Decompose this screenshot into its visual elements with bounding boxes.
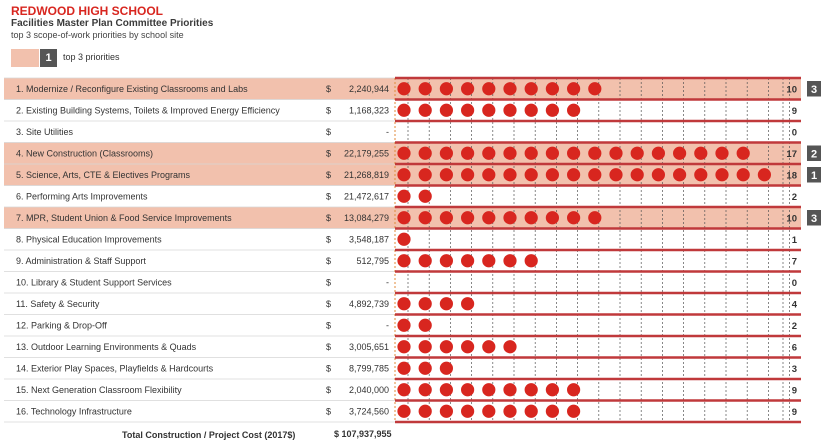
vote-dot [673, 147, 686, 160]
rank-badge-label: 3 [810, 83, 818, 96]
vote-dot [482, 254, 495, 267]
vote-count: 1 [791, 234, 797, 246]
row-label: 8. Physical Education Improvements [16, 234, 162, 245]
row-cost: 3,724,560 [348, 406, 389, 417]
row-label: 13. Outdoor Learning Environments & Quads [16, 341, 197, 352]
vote-dot [673, 168, 686, 181]
row-label: 5. Science, Arts, CTE & Electives Programs [16, 169, 191, 180]
vote-dot [461, 82, 474, 95]
row-currency: $ [326, 191, 332, 202]
legend-label: top 3 priorities [63, 52, 120, 62]
vote-dot [588, 168, 601, 181]
vote-dot [397, 104, 410, 117]
row-currency: $ [326, 83, 332, 94]
vote-dot [419, 104, 432, 117]
vote-dot [503, 82, 516, 95]
vote-dot [482, 211, 495, 224]
vote-dot [503, 383, 516, 396]
vote-dot [609, 147, 622, 160]
vote-dot [440, 405, 453, 418]
vote-dot [419, 168, 432, 181]
vote-dot [546, 168, 559, 181]
vote-dot [503, 254, 516, 267]
vote-dot [546, 82, 559, 95]
vote-dot [588, 147, 601, 160]
vote-dot [525, 147, 538, 160]
vote-dot [397, 168, 410, 181]
row-cost: 8,799,785 [348, 363, 389, 374]
vote-dot [525, 211, 538, 224]
vote-dot [567, 383, 580, 396]
vote-dot [567, 147, 580, 160]
vote-dot [525, 383, 538, 396]
vote-dot [567, 211, 580, 224]
row-cost: - [386, 320, 389, 331]
vote-count: 9 [791, 105, 797, 117]
vote-count: 18 [786, 170, 797, 182]
vote-dot [397, 147, 410, 160]
vote-dot [503, 340, 516, 353]
vote-dot [397, 82, 410, 95]
vote-dot [397, 362, 410, 375]
vote-dot [440, 147, 453, 160]
row-currency: $ [326, 406, 332, 417]
vote-dot [567, 405, 580, 418]
total-value: $ 107,937,955 [334, 429, 392, 439]
vote-dot [440, 104, 453, 117]
chart-subtitle: Facilities Master Plan Committee Priorities [11, 18, 214, 29]
vote-dot [715, 147, 728, 160]
row-currency: $ [326, 105, 332, 116]
vote-count: 9 [791, 385, 797, 397]
row-label: 16. Technology Infrastructure [16, 406, 132, 417]
vote-dot [397, 190, 410, 203]
rank-badge-label: 1 [810, 169, 818, 182]
row-cost: 21,268,819 [343, 169, 389, 180]
vote-dot [440, 82, 453, 95]
vote-dot [631, 147, 644, 160]
vote-dot [419, 82, 432, 95]
vote-dot [546, 405, 559, 418]
vote-count: 6 [791, 342, 797, 354]
vote-count: 7 [791, 256, 797, 268]
row-label: 15. Next Generation Classroom Flexibility [16, 384, 182, 395]
row-currency: $ [326, 255, 332, 266]
vote-dot [567, 168, 580, 181]
vote-dot [440, 340, 453, 353]
row-cost: 3,548,187 [348, 234, 389, 245]
vote-dot [461, 383, 474, 396]
row-label: 1. Modernize / Reconfigure Existing Classrooms and Labs [16, 83, 248, 94]
vote-dot [588, 211, 601, 224]
vote-dot [567, 104, 580, 117]
vote-dot [419, 254, 432, 267]
vote-dot [397, 254, 410, 267]
vote-dot [503, 405, 516, 418]
rank-badge-label: 2 [810, 148, 818, 161]
row-label: 14. Exterior Play Spaces, Playfields & Hardcourts [16, 363, 214, 374]
vote-dot [419, 383, 432, 396]
row-currency: $ [326, 384, 332, 395]
vote-dot [419, 340, 432, 353]
vote-dot [397, 297, 410, 310]
vote-dot [503, 211, 516, 224]
vote-count: 0 [791, 127, 797, 139]
vote-count: 10 [786, 213, 797, 225]
vote-dot [567, 82, 580, 95]
row-currency: $ [326, 169, 332, 180]
vote-dot [397, 405, 410, 418]
row-currency: $ [326, 234, 332, 245]
row-cost: - [386, 126, 389, 137]
row-label: 4. New Construction (Classrooms) [16, 148, 154, 159]
vote-dot [546, 211, 559, 224]
vote-dot [694, 168, 707, 181]
vote-dot [482, 147, 495, 160]
row-cost: 4,892,739 [348, 298, 389, 309]
vote-dot [397, 383, 410, 396]
vote-dot [397, 233, 410, 246]
legend-badge: 1 [40, 49, 57, 67]
vote-dot [503, 147, 516, 160]
vote-dot [440, 362, 453, 375]
row-currency: $ [326, 277, 332, 288]
row-cost: - [386, 277, 389, 288]
vote-dot [419, 319, 432, 332]
vote-dot [461, 297, 474, 310]
vote-dot [525, 405, 538, 418]
vote-dot [440, 383, 453, 396]
vote-dot [419, 211, 432, 224]
chart-description: top 3 scope-of-work priorities by school site [11, 30, 184, 40]
vote-dot [461, 168, 474, 181]
row-currency: $ [326, 126, 332, 137]
vote-dot [482, 104, 495, 117]
vote-dot [715, 168, 728, 181]
row-cost: 21,472,617 [343, 191, 389, 202]
vote-dot [461, 405, 474, 418]
row-label: 10. Library & Student Support Services [16, 277, 172, 288]
vote-dot [546, 383, 559, 396]
row-cost: 2,240,944 [348, 83, 389, 94]
vote-dot [737, 168, 750, 181]
vote-dot [503, 104, 516, 117]
vote-count: 17 [786, 148, 797, 160]
row-cost: 3,005,651 [348, 341, 389, 352]
vote-dot [419, 297, 432, 310]
row-label: 11. Safety & Security [16, 298, 100, 309]
vote-dot [440, 254, 453, 267]
row-cost: 1,168,323 [348, 105, 389, 116]
row-label: 6. Performing Arts Improvements [16, 191, 148, 202]
chart-title: REDWOOD HIGH SCHOOL [11, 4, 163, 18]
vote-dot [419, 190, 432, 203]
vote-dot [482, 340, 495, 353]
vote-dot [461, 254, 474, 267]
row-currency: $ [326, 298, 332, 309]
vote-dot [546, 104, 559, 117]
row-currency: $ [326, 341, 332, 352]
vote-count: 9 [791, 406, 797, 418]
vote-count: 4 [791, 299, 797, 311]
vote-dot [482, 168, 495, 181]
vote-dot [525, 82, 538, 95]
row-cost: 512,795 [356, 255, 389, 266]
vote-dot [440, 297, 453, 310]
row-currency: $ [326, 363, 332, 374]
vote-dot [525, 104, 538, 117]
vote-dot [461, 147, 474, 160]
vote-dot [482, 383, 495, 396]
vote-dot [588, 82, 601, 95]
vote-dot [397, 340, 410, 353]
vote-dot [419, 362, 432, 375]
vote-dot [652, 168, 665, 181]
row-currency: $ [326, 320, 332, 331]
vote-dot [546, 147, 559, 160]
row-currency: $ [326, 148, 332, 159]
vote-count: 0 [791, 277, 797, 289]
vote-dot [461, 340, 474, 353]
vote-dot [631, 168, 644, 181]
row-label: 3. Site Utilities [16, 126, 74, 137]
vote-dot [440, 168, 453, 181]
vote-dot [503, 168, 516, 181]
row-cost: 2,040,000 [348, 384, 389, 395]
vote-dot [419, 147, 432, 160]
row-label: 2. Existing Building Systems, Toilets & Improved Energy Efficiency [16, 105, 280, 116]
vote-dot [419, 405, 432, 418]
rank-badge-label: 3 [810, 212, 818, 225]
vote-count: 3 [791, 363, 797, 375]
vote-dot [609, 168, 622, 181]
row-cost: 13,084,279 [343, 212, 389, 223]
row-cost: 22,179,255 [343, 148, 389, 159]
vote-dot [461, 104, 474, 117]
row-label: 12. Parking & Drop-Off [16, 320, 107, 331]
vote-dot [482, 405, 495, 418]
row-currency: $ [326, 212, 332, 223]
vote-count: 2 [791, 191, 797, 203]
vote-count: 10 [786, 84, 797, 96]
vote-dot [737, 147, 750, 160]
vote-dot [397, 211, 410, 224]
row-label: 7. MPR, Student Union & Food Service Improvements [16, 212, 232, 223]
vote-dot [694, 147, 707, 160]
vote-dot [461, 211, 474, 224]
vote-dot [758, 168, 771, 181]
vote-count: 2 [791, 320, 797, 332]
total-label: Total Construction / Project Cost (2017$) [122, 430, 296, 440]
vote-dot [525, 254, 538, 267]
vote-dot [525, 168, 538, 181]
vote-dot [440, 211, 453, 224]
vote-dot [652, 147, 665, 160]
row-label: 9. Administration & Staff Support [16, 255, 146, 266]
vote-dot [482, 82, 495, 95]
vote-dot [397, 319, 410, 332]
